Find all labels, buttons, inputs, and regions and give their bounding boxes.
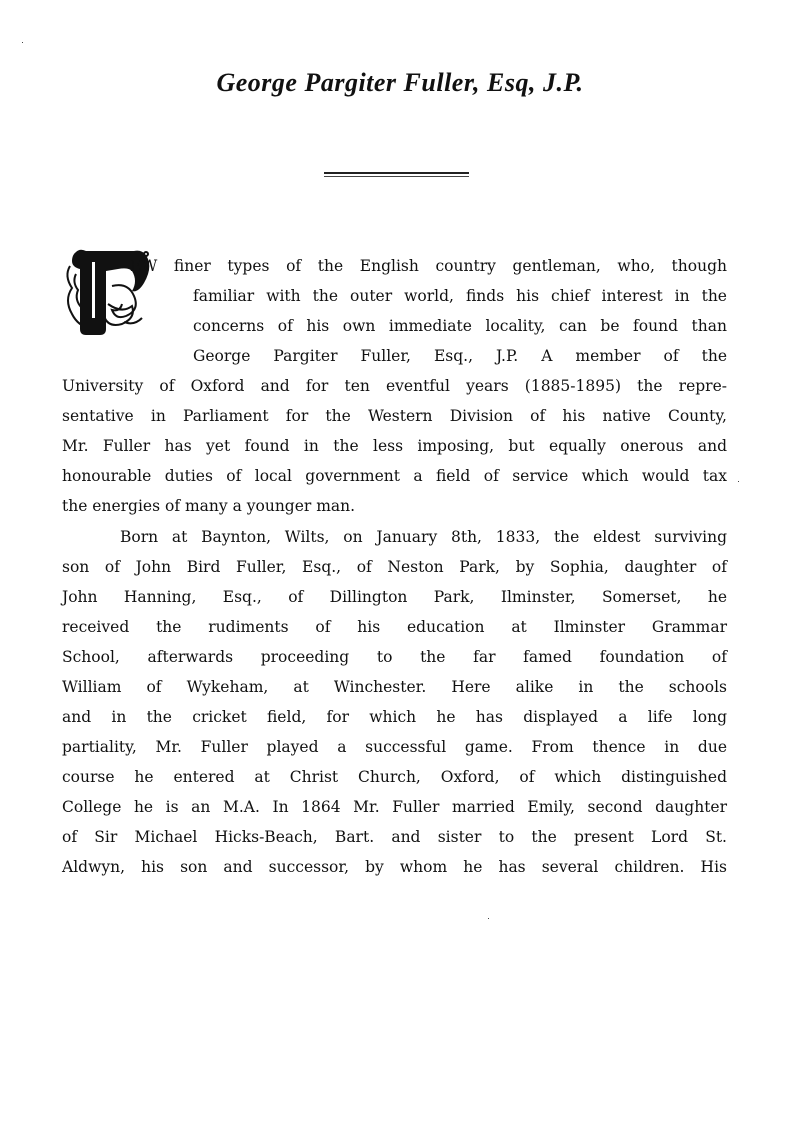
paragraph-1-line-1: EW finer types of the English country gentleman, who, though [130,257,727,275]
page-title: George Pargiter Fuller, Esq, J.P. [216,68,584,97]
paragraph-2-line-6: William of Wykeham, at Winchester. Here alike in the schools [62,678,727,696]
paragraph-2-line-10: College he is an M.A. In 1864 Mr. Fuller married Emily, second daughter [62,798,727,816]
paragraph-2-line-1: Born at Baynton, Wilts, on January 8th, 1833, the eldest surviving [120,528,727,546]
paragraph-2-line-11: of Sir Michael Hicks-Beach, Bart. and sister to the present Lord St. [62,828,727,846]
title-divider [324,172,469,174]
paragraph-2-line-8: partiality, Mr. Fuller played a successful game. From thence in due [62,738,727,756]
paragraph-2-line-4: received the rudiments of his education at Ilminster Grammar [62,618,727,636]
paragraph-2-line-2: son of John Bird Fuller, Esq., of Neston Park, by Sophia, daughter of [62,558,727,576]
paragraph-1-line-6: sentative in Parliament for the Western Division of his native County, [62,407,727,425]
scan-speck [488,918,489,919]
paragraph-2-line-3: John Hanning, Esq., of Dillington Park, Ilminster, Somerset, he [62,588,727,606]
scan-speck [22,42,23,43]
paragraph-1-line-2: familiar with the outer world, finds his chief interest in the [193,287,727,305]
title-divider-underline [324,176,469,177]
paragraph-1-line-7: Mr. Fuller has yet found in the less imposing, but equally onerous and [62,437,727,455]
paragraph-2-line-9: course he entered at Christ Church, Oxford, of which distinguished [62,768,727,786]
paragraph-2-line-5: School, afterwards proceeding to the far famed foundation of [62,648,727,666]
paragraph-2-line-12: Aldwyn, his son and successor, by whom he has several children. His [62,858,727,876]
paragraph-1-line-9: the energies of many a younger man. [62,497,356,515]
paragraph-1-line-3: concerns of his own immediate locality, can be found than [193,317,727,335]
paragraph-2-line-7: and in the cricket field, for which he has displayed a life long [62,708,727,726]
scan-speck [738,481,739,482]
paragraph-1-line-5: University of Oxford and for ten eventful years (1885-1895) the repre- [62,377,727,395]
paragraph-1-line-4: George Pargiter Fuller, Esq., J.P. A member of the [193,347,727,365]
paragraph-1-line-8: honourable duties of local government a field of service which would tax [62,467,727,485]
